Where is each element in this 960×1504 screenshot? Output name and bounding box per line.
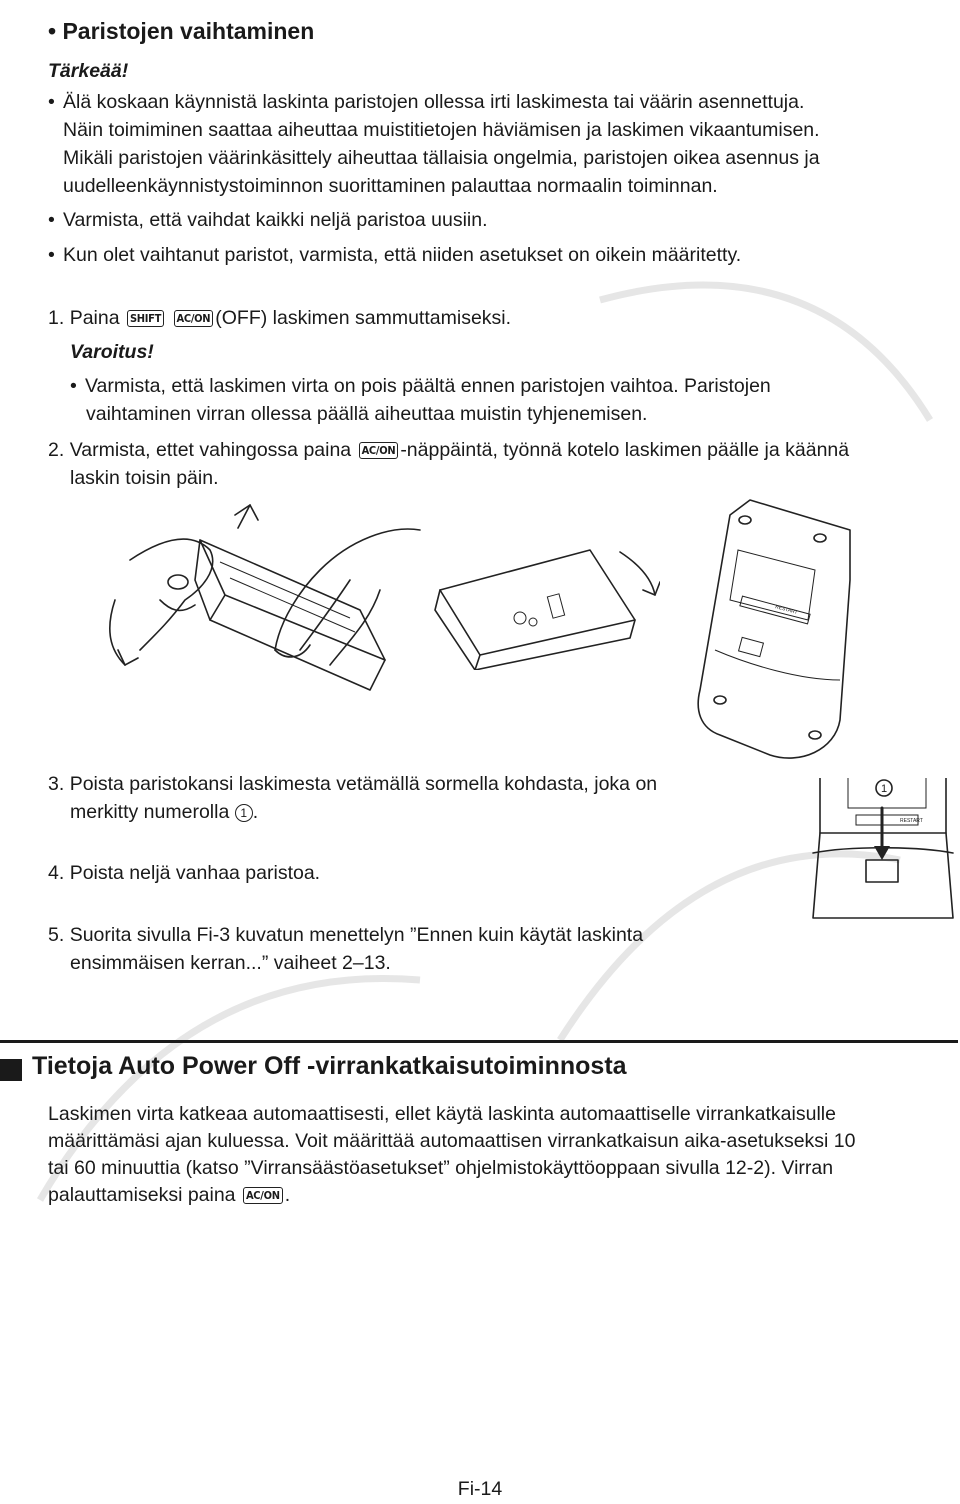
important-bullet-1-line3: Mikäli paristojen väärinkäsittely aiheuttaa tällaisia ongelmia, paristojen oikea asennus ja: [63, 147, 820, 169]
restart-label: RESTART: [774, 604, 799, 616]
section-divider: [0, 1040, 958, 1043]
important-label: Tärkeää!: [48, 60, 129, 82]
important-bullet-1: • Älä koskaan käynnistä laskinta paristojen ollessa irti laskimesta tai väärin asennettuja.: [48, 91, 805, 113]
important-bullet-3: • Kun olet vaihtanut paristot, varmista, että niiden asetukset on oikein määritetty.: [48, 244, 742, 266]
illustration-flipped-calculator: [420, 540, 660, 670]
step-2-line2: laskin toisin päin.: [70, 467, 219, 489]
important-bullet-1-line2: Näin toimiminen saattaa aiheuttaa muistitietojen häviämisen ja laskimen vikaantumisen.: [63, 119, 820, 141]
marker-label: 1: [880, 783, 888, 795]
apo-line-4: palauttamiseksi paina AC/ON .: [48, 1184, 291, 1206]
important-bullet-1-line4: uudelleenkäynnistystoiminnon suorittaminen palauttaa normaalin toiminnan.: [63, 175, 718, 197]
step-5: 5. Suorita sivulla Fi-3 kuvatun menettelyn ”Ennen kuin käytät laskinta: [48, 924, 644, 946]
warning-bullet: • Varmista, että laskimen virta on pois päältä ennen paristojen vaihtoa. Paristojen: [70, 375, 771, 397]
warning-bullet-line2: vaihtaminen virran ollessa päällä aiheuttaa muistin tyhjenemisen.: [86, 403, 648, 425]
apo-line-1: Laskimen virta katkeaa automaattisesti, ellet käytä laskinta automaattiselle virrankatkaisulle: [48, 1103, 836, 1125]
apo-line-2: määrittämäsi ajan kuluessa. Voit määrittää automaattisen virrankatkaisun aika-asetukseksi 10: [48, 1130, 856, 1152]
warning-label: Varoitus!: [70, 341, 154, 363]
section-title-battery: • Paristojen vaihtaminen: [48, 18, 315, 44]
step-3: 3. Poista paristokansi laskimesta vetämällä sormella kohdasta, joka on: [48, 773, 658, 795]
apo-line-3: tai 60 minuuttia (katso ”Virransäästöasetukset” ohjelmistokäyttöoppaan sivulla 12-2). Virran: [48, 1157, 834, 1179]
section-title-auto-power-off: Tietoja Auto Power Off -virrankatkaisutoiminnosta: [32, 1052, 627, 1080]
step-2: 2. Varmista, ettet vahingossa paina AC/ON -näppäintä, työnnä kotelo laskimen päälle ja käännä: [48, 439, 850, 461]
step-4: 4. Poista neljä vanhaa paristoa.: [48, 862, 321, 884]
step-3-line2: merkitty numerolla 1 .: [70, 801, 259, 823]
step-1: 1. Paina SHIFT AC/ON (OFF) laskimen sammuttamiseksi.: [48, 307, 512, 329]
restart-label: RESTART: [900, 818, 923, 824]
important-bullet-2: • Varmista, että vaihdat kaikki neljä paristoa uusiin.: [48, 209, 488, 231]
ac-on-key-icon: AC/ON: [174, 310, 214, 327]
illustration-battery-cover: [808, 778, 958, 928]
illustration-calculator-back: [690, 490, 860, 770]
shift-key-icon: SHIFT: [127, 310, 164, 327]
ac-on-key-icon: AC/ON: [243, 1187, 283, 1204]
ac-on-key-icon: AC/ON: [359, 442, 399, 459]
title-bullet: •: [48, 18, 57, 44]
illustration-remove-case: [100, 500, 430, 740]
marker-1-icon: 1: [235, 804, 253, 822]
page-number: Fi-14: [457, 1478, 503, 1500]
step-5-line2: ensimmäisen kerran...” vaiheet 2–13.: [70, 952, 391, 974]
section-square-icon: [0, 1059, 22, 1081]
